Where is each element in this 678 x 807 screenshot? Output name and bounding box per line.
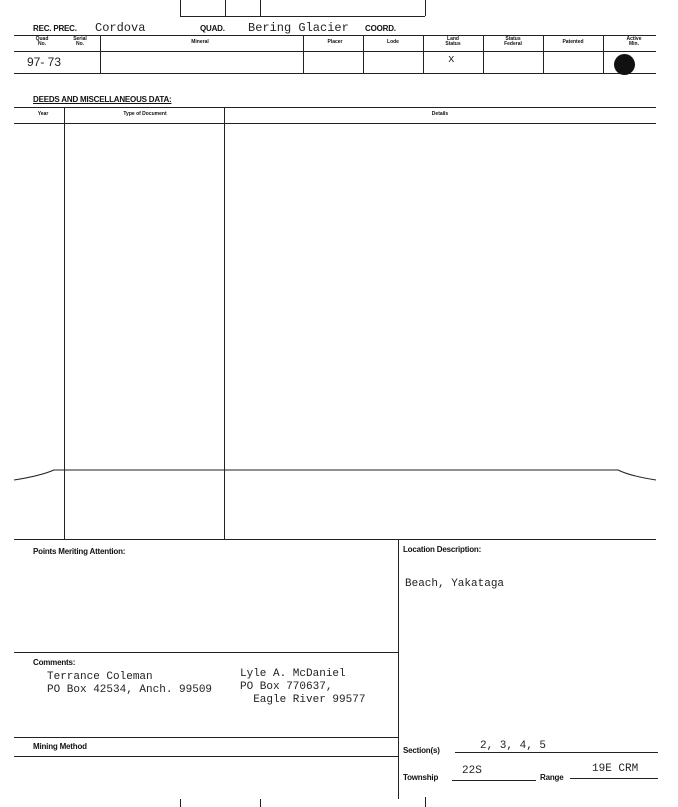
col-patented: Patented xyxy=(562,39,584,45)
quad-label: QUAD. xyxy=(200,24,225,33)
contact2-name: Lyle A. McDaniel xyxy=(240,668,346,680)
top-stub-mark xyxy=(225,0,226,16)
sections-label: Section(s) xyxy=(403,746,440,755)
sections-underline xyxy=(455,752,658,753)
range-underline xyxy=(570,778,658,779)
top-stub-mark xyxy=(425,0,426,16)
contact2-city: Eagle River 99577 xyxy=(240,694,366,706)
township-underline xyxy=(452,780,536,781)
range-label: Range xyxy=(540,773,564,782)
top-stub-mark xyxy=(180,0,181,16)
sections-value: 2, 3, 4, 5 xyxy=(480,740,547,752)
bottom-stub-mark xyxy=(425,797,426,807)
table-bottom-rule xyxy=(14,73,656,74)
coord-label: COORD. xyxy=(365,24,396,33)
col-year: Year xyxy=(37,111,49,117)
location-value: Beach, Yakataga xyxy=(405,578,505,590)
mining-method-label: Mining Method xyxy=(33,742,87,751)
top-stub-line xyxy=(180,16,425,17)
quad-value: Bering Glacier xyxy=(248,21,349,35)
location-label: Location Description: xyxy=(403,545,482,554)
quad-serial-value: 97- 73 xyxy=(27,55,62,69)
col-mineral: Mineral xyxy=(191,39,209,45)
col-divider xyxy=(483,35,484,73)
deeds-header-rule xyxy=(14,123,656,124)
contact1-address: PO Box 42534, Anch. 99509 xyxy=(47,684,213,696)
lower-col-divider xyxy=(398,539,399,799)
page-fold-line xyxy=(0,462,678,492)
points-label: Points Meriting Attention: xyxy=(33,547,126,556)
contact2-address: PO Box 770637, xyxy=(240,681,333,693)
col-divider xyxy=(603,35,604,73)
rec-prec-label: REC. PREC. xyxy=(33,24,77,33)
col-quad-no: Quad No. xyxy=(35,36,49,47)
deeds-top-rule xyxy=(14,107,656,108)
deeds-bottom-rule xyxy=(14,539,656,540)
col-divider xyxy=(100,35,101,73)
col-placer: Placer xyxy=(327,39,343,45)
comments-label: Comments: xyxy=(33,658,76,667)
col-details: Details xyxy=(431,111,449,117)
col-type-of-document: Type of Document xyxy=(123,111,167,117)
active-mine-dot xyxy=(614,54,635,75)
header-rule xyxy=(14,35,656,36)
land-status-mark: x xyxy=(448,54,455,66)
bottom-stub-mark xyxy=(180,799,181,807)
mining-method-rule xyxy=(14,756,398,757)
col-status-federal: Status Federal xyxy=(504,36,522,47)
range-value: 19E CRM xyxy=(592,763,639,775)
table-header-rule xyxy=(14,51,656,52)
township-value: 22S xyxy=(462,765,482,777)
comments-bottom-rule xyxy=(14,737,398,738)
township-label: Township xyxy=(403,773,439,782)
points-bottom-rule xyxy=(14,652,398,653)
deeds-section-title: DEEDS AND MISCELLANEOUS DATA: xyxy=(33,95,172,104)
bottom-stub-mark xyxy=(260,799,261,807)
col-lode: Lode xyxy=(387,39,399,45)
col-active-min: Active Min. xyxy=(626,36,642,47)
col-divider xyxy=(303,35,304,73)
col-divider xyxy=(543,35,544,73)
col-divider xyxy=(423,35,424,73)
contact1-name: Terrance Coleman xyxy=(47,671,153,683)
col-land-status: Land Status xyxy=(445,36,461,47)
rec-prec-value: Cordova xyxy=(95,21,146,35)
col-serial-no: Serial No. xyxy=(73,36,87,47)
top-stub-mark xyxy=(260,0,261,16)
col-divider xyxy=(363,35,364,73)
